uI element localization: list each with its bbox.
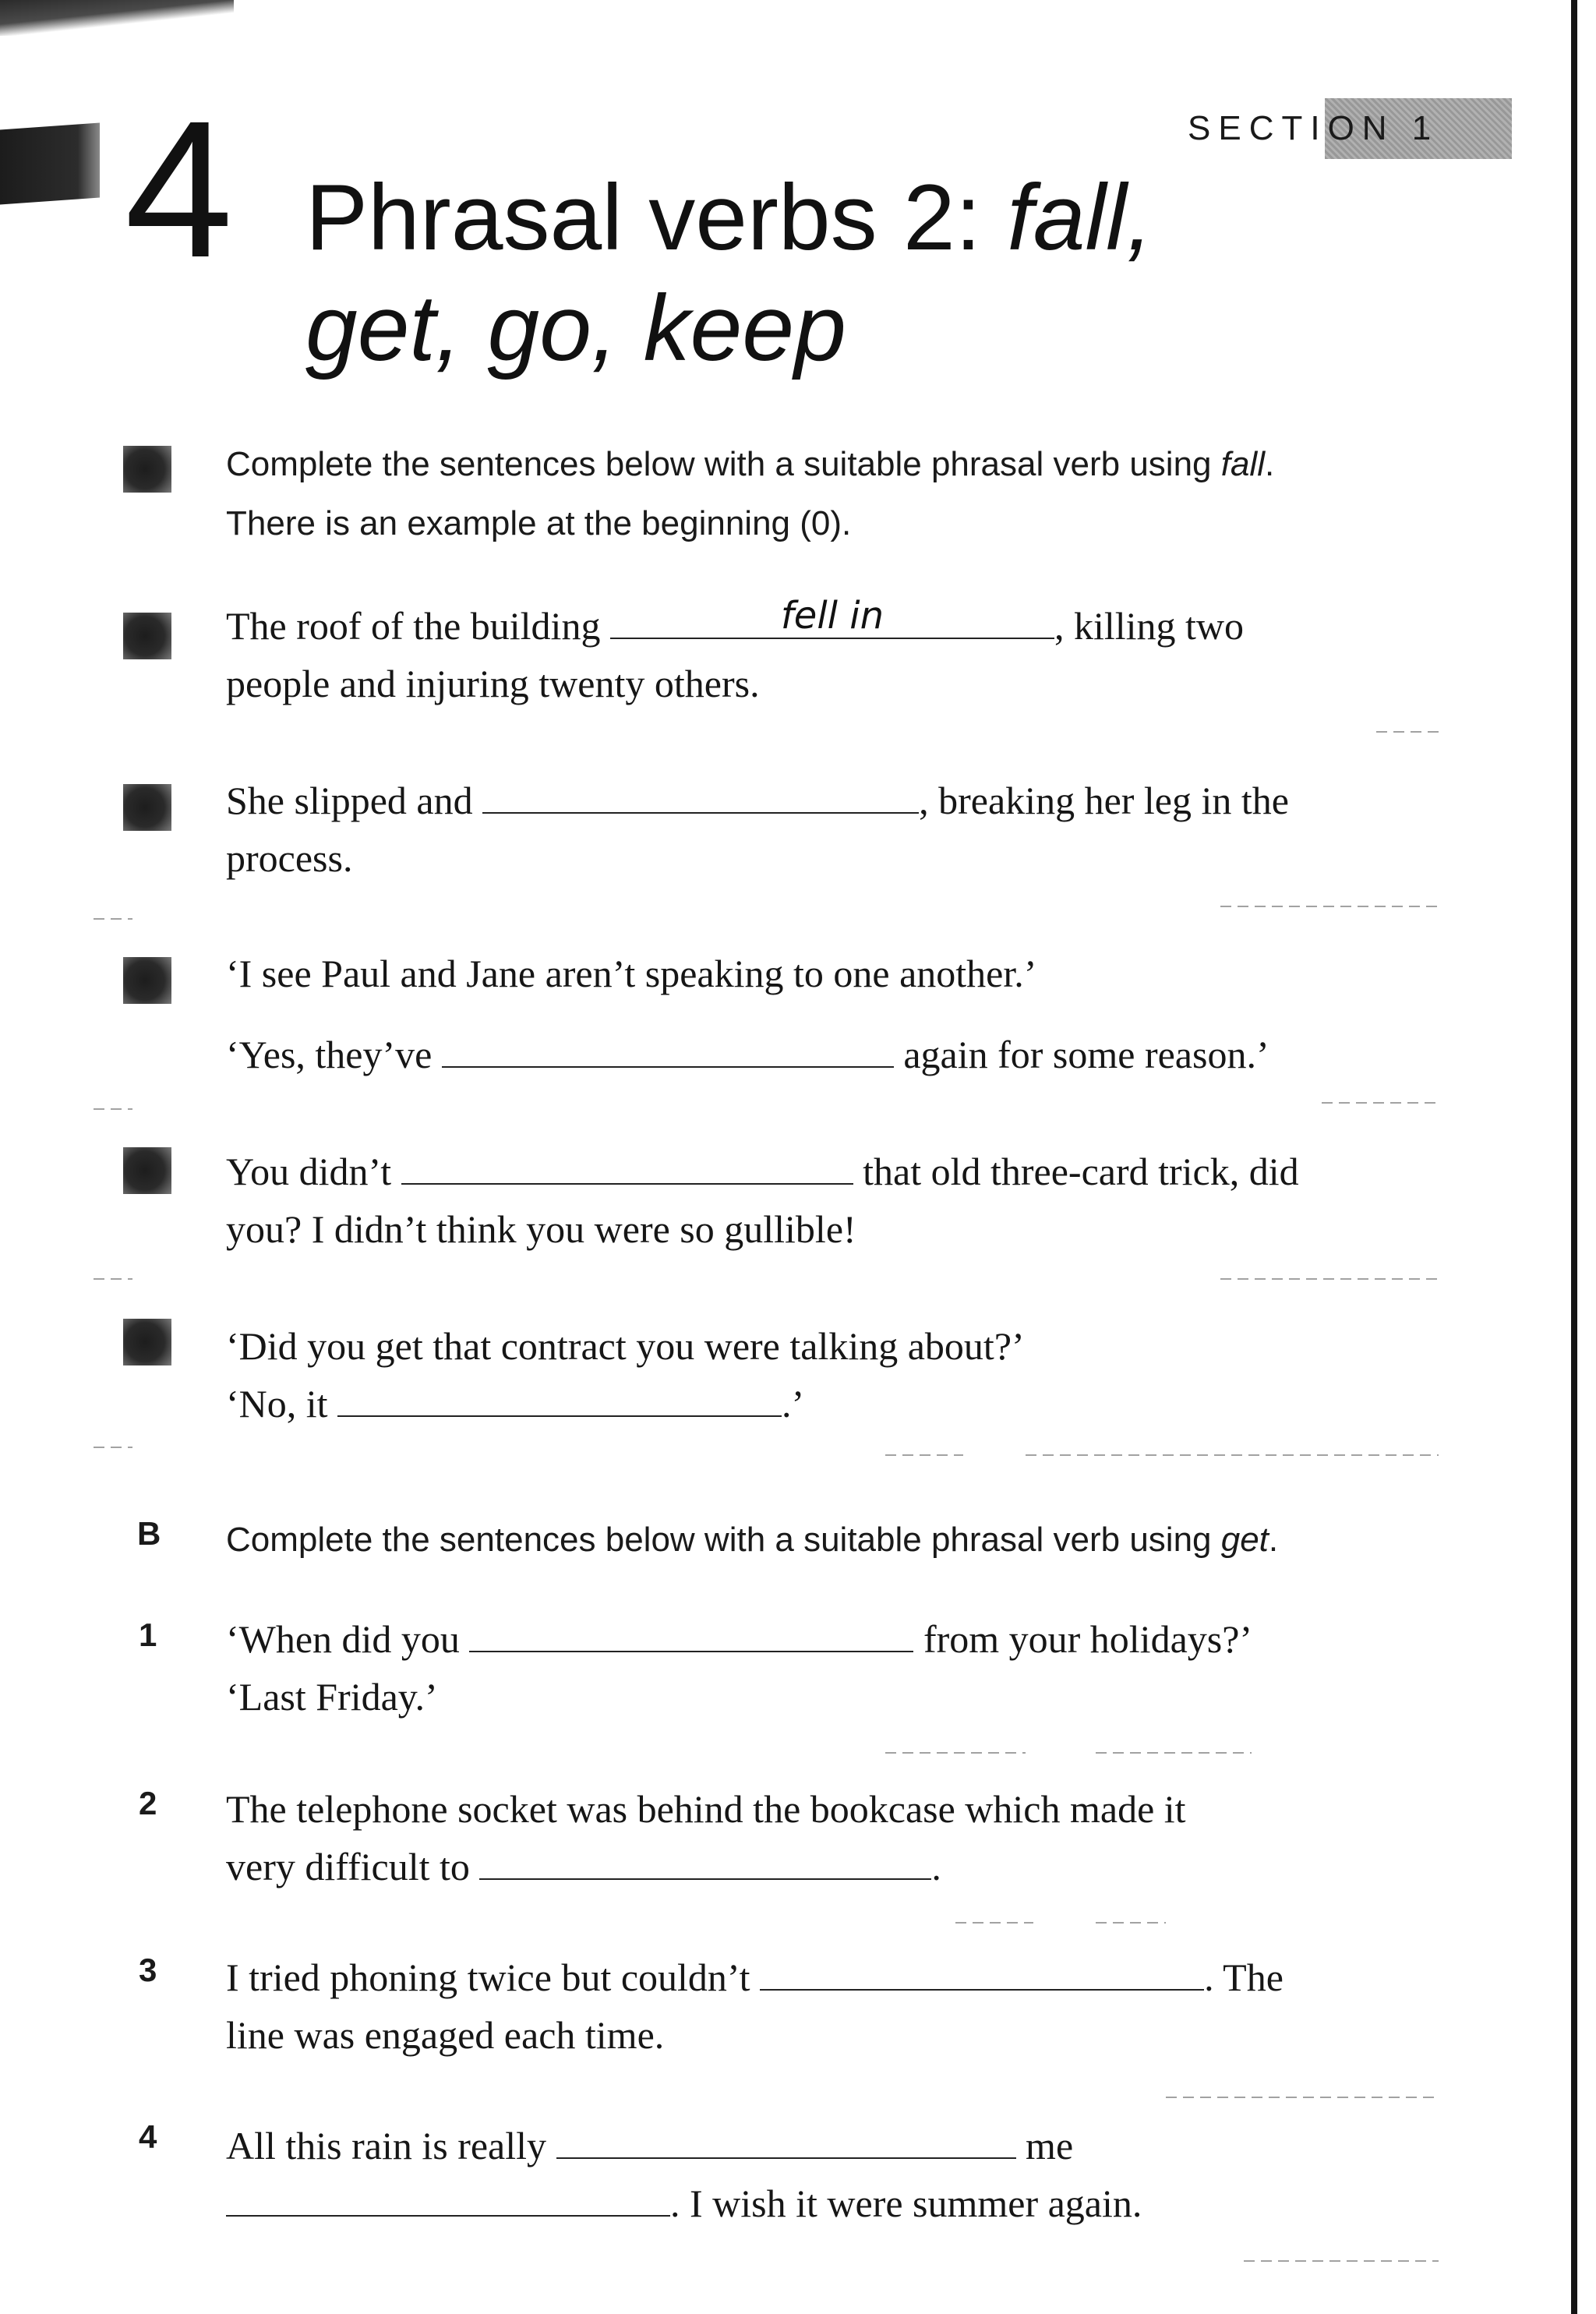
exercise-b-label: B xyxy=(137,1515,161,1552)
divider xyxy=(94,918,132,920)
exercise-b-item-1 xyxy=(226,1610,1426,1726)
sentence-text: ‘Did you get that contract you were talking about?’ xyxy=(226,1324,1025,1368)
divider xyxy=(94,1278,132,1280)
divider xyxy=(1096,1752,1252,1754)
sentence-text: very difficult to xyxy=(226,1845,480,1888)
item-marker-1 xyxy=(123,784,171,831)
answer-blank[interactable] xyxy=(401,1144,853,1185)
divider xyxy=(1220,1278,1439,1280)
sentence-text: . xyxy=(931,1845,941,1888)
page-title xyxy=(305,162,1319,383)
exercise-a-item-2 xyxy=(226,945,1426,1002)
answer-blank[interactable] xyxy=(479,1839,931,1880)
instruction-verb: get xyxy=(1220,1521,1269,1559)
item-marker-2 xyxy=(123,957,171,1004)
instruction-text: Complete the sentences below with a suitable phrasal verb using xyxy=(226,1521,1221,1559)
divider xyxy=(955,1922,1033,1924)
item-marker-4 xyxy=(123,1319,171,1365)
sentence-text: , breaking her leg in the xyxy=(919,779,1289,822)
item-marker-0 xyxy=(123,613,171,659)
sentence-text: from your holidays?’ xyxy=(913,1617,1253,1661)
sentence-text: process. xyxy=(226,836,353,880)
sentence-text: I tried phoning twice but couldn’t xyxy=(226,1955,761,1999)
exercise-a-item-3 xyxy=(226,1143,1426,1258)
sentence-text: ‘When did you xyxy=(226,1617,470,1661)
title-plain: Phrasal verbs 2: xyxy=(305,165,1008,270)
sentence-text: line was engaged each time. xyxy=(226,2013,665,2057)
exercise-a-instruction xyxy=(226,435,1274,553)
answer-blank[interactable] xyxy=(482,773,919,814)
exercise-a-marker xyxy=(123,446,171,493)
sentence-text: . I wish it were summer again. xyxy=(670,2182,1142,2225)
sentence-text: She slipped and xyxy=(226,779,483,822)
question-number-3: 3 xyxy=(139,1952,157,1988)
sentence-text: ‘I see Paul and Jane aren’t speaking to one another.’ xyxy=(226,952,1037,995)
answer-blank[interactable] xyxy=(469,1612,913,1652)
title-italic-line2: get, go, keep xyxy=(305,276,846,380)
scan-shadow-top xyxy=(0,0,234,36)
instruction-period: . xyxy=(1264,445,1275,483)
sentence-text: You didn’t xyxy=(226,1150,401,1193)
exercise-a-item-1 xyxy=(226,772,1426,887)
question-number-2: 2 xyxy=(139,1785,157,1821)
answer-blank[interactable] xyxy=(760,1950,1204,1991)
sentence-text: The telephone socket was behind the bookcase which made it xyxy=(226,1787,1186,1831)
answer-blank[interactable] xyxy=(610,594,1054,639)
unit-number: 4 xyxy=(125,80,234,298)
sentence-text: ‘Yes, they’ve xyxy=(226,1033,442,1076)
answer-blank[interactable] xyxy=(556,2118,1016,2159)
instruction-verb: fall xyxy=(1220,445,1265,483)
item-marker-3 xyxy=(123,1147,171,1194)
divider xyxy=(1026,1454,1439,1456)
divider xyxy=(1322,1102,1439,1104)
divider xyxy=(94,1108,132,1110)
divider xyxy=(94,1447,132,1448)
divider xyxy=(885,1752,1026,1754)
sentence-text: you? I didn’t think you were so gullible! xyxy=(226,1207,856,1251)
instruction-line2: There is an example at the beginning (0). xyxy=(226,504,852,542)
sentence-text: that old three-card trick, did xyxy=(853,1150,1299,1193)
sentence-text: ‘No, it xyxy=(226,1382,338,1425)
divider xyxy=(1376,731,1439,733)
sentence-text: . The xyxy=(1204,1955,1284,1999)
exercise-b-item-3 xyxy=(226,1948,1426,2064)
answer-blank[interactable] xyxy=(337,1376,782,1417)
exercise-b-item-2 xyxy=(226,1780,1426,1895)
sentence-text: ‘Last Friday.’ xyxy=(226,1675,438,1719)
divider xyxy=(1220,906,1439,907)
answer-blank[interactable] xyxy=(442,1027,894,1068)
section-label: SECTION 1 xyxy=(1188,109,1439,147)
exercise-b-instruction xyxy=(226,1510,1278,1570)
instruction-text: Complete the sentences below with a suitable phrasal verb using xyxy=(226,445,1221,483)
answer-blank[interactable] xyxy=(226,2176,670,2217)
sentence-text: , killing two xyxy=(1054,604,1245,648)
sentence-text: people and injuring twenty others. xyxy=(226,662,760,705)
exercise-a-item-0 xyxy=(226,594,1426,712)
page-edge-border xyxy=(1571,0,1577,2314)
sentence-text: .’ xyxy=(782,1382,805,1425)
exercise-b-item-4 xyxy=(226,2117,1426,2232)
exercise-a-item-4 xyxy=(226,1317,1426,1433)
sentence-text: All this rain is really xyxy=(226,2124,556,2167)
instruction-period: . xyxy=(1268,1521,1279,1559)
divider xyxy=(1244,2260,1439,2262)
sentence-text: again for some reason.’ xyxy=(893,1033,1269,1076)
divider xyxy=(1096,1922,1166,1924)
title-italic-line1: fall, xyxy=(1007,165,1153,270)
exercise-a-item-2-reply xyxy=(226,1026,1426,1083)
handwritten-answer: fell in xyxy=(780,594,885,638)
sentence-text: me xyxy=(1015,2124,1074,2167)
sentence-text: The roof of the building xyxy=(226,604,610,648)
divider xyxy=(1166,2097,1439,2098)
divider xyxy=(885,1454,963,1456)
unit-tab-marker xyxy=(0,123,100,205)
question-number-1: 1 xyxy=(139,1616,157,1653)
question-number-4: 4 xyxy=(139,2118,157,2155)
